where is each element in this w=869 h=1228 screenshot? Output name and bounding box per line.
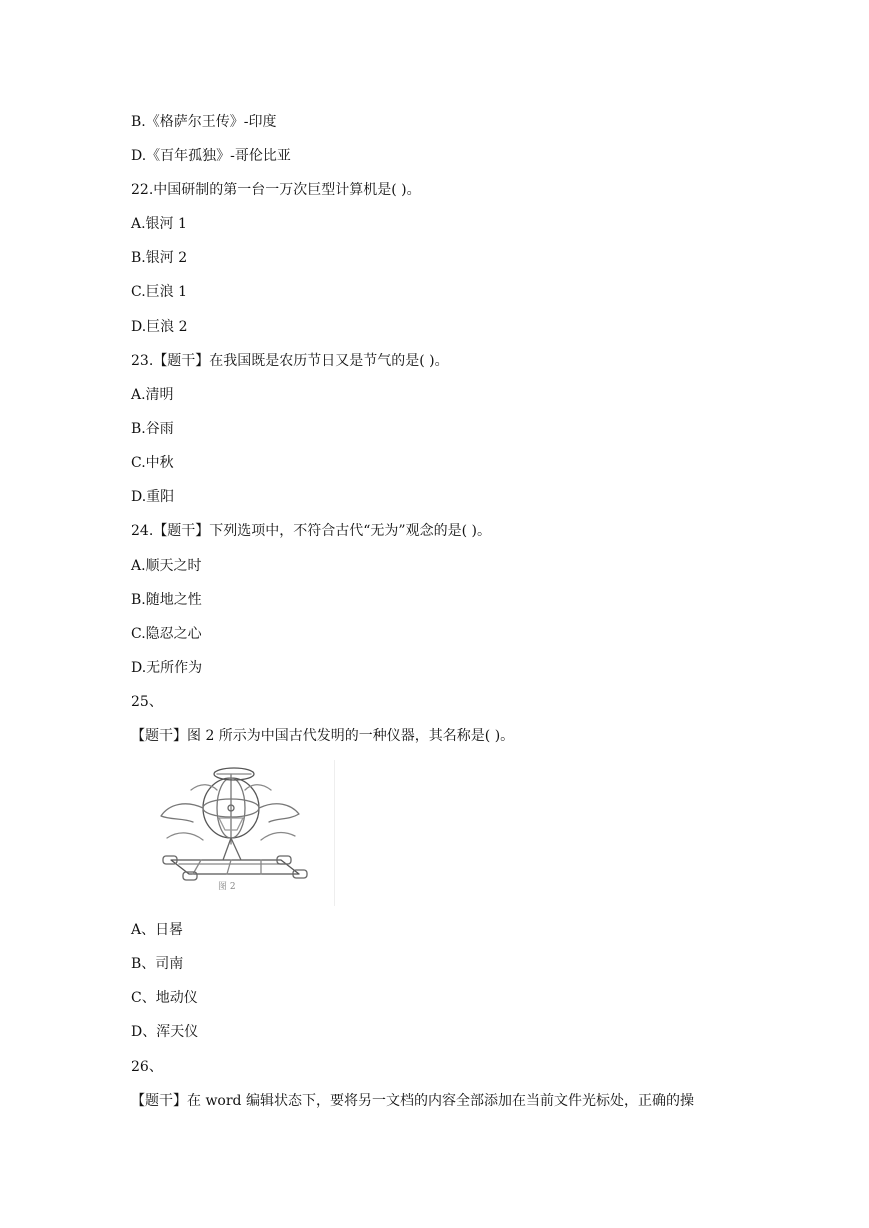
option-d-q24: D.无所作为: [131, 660, 203, 676]
option-c-q24: C.隐忍之心: [131, 626, 202, 642]
option-a-q23: A.清明: [131, 387, 174, 403]
option-b-q24: B.随地之性: [131, 592, 202, 608]
option-b-q21: B.《格萨尔王传》-印度: [131, 114, 277, 130]
question-26: 【题干】在 word 编辑状态下，要将另一文档的内容全部添加在当前文件光标处，正确的操: [131, 1093, 694, 1109]
option-d-q22: D.巨浪 2: [131, 319, 188, 335]
option-d-q21: D.《百年孤独》-哥伦比亚: [131, 148, 291, 164]
option-b-q22: B.银河 2: [131, 250, 188, 266]
option-b-q25: B、司南: [131, 956, 184, 972]
question-22: 22.中国研制的第一台一万次巨型计算机是( )。: [131, 182, 421, 198]
instrument-illustration: [131, 760, 334, 906]
option-c-q23: C.中秋: [131, 455, 174, 471]
question-23: 23.【题干】在我国既是农历节日又是节气的是( )。: [131, 353, 449, 369]
option-d-q25: D、浑天仪: [131, 1024, 199, 1040]
figure-armillary-instrument: [131, 760, 335, 906]
option-b-q23: B.谷雨: [131, 421, 174, 437]
figure-caption: 图 2: [218, 882, 236, 892]
question-25-number: 25、: [131, 694, 163, 710]
question-25: 【题干】图 2 所示为中国古代发明的一种仪器，其名称是( )。: [131, 728, 515, 744]
option-a-q22: A.银河 1: [131, 216, 187, 232]
option-c-q25: C、地动仪: [131, 990, 198, 1006]
option-a-q24: A.顺天之时: [131, 558, 202, 574]
question-26-number: 26、: [131, 1059, 163, 1075]
option-c-q22: C.巨浪 1: [131, 284, 188, 300]
question-24: 24.【题干】下列选项中，不符合古代“无为”观念的是( )。: [131, 523, 491, 539]
option-a-q25: A、日晷: [131, 922, 184, 938]
option-d-q23: D.重阳: [131, 489, 175, 505]
